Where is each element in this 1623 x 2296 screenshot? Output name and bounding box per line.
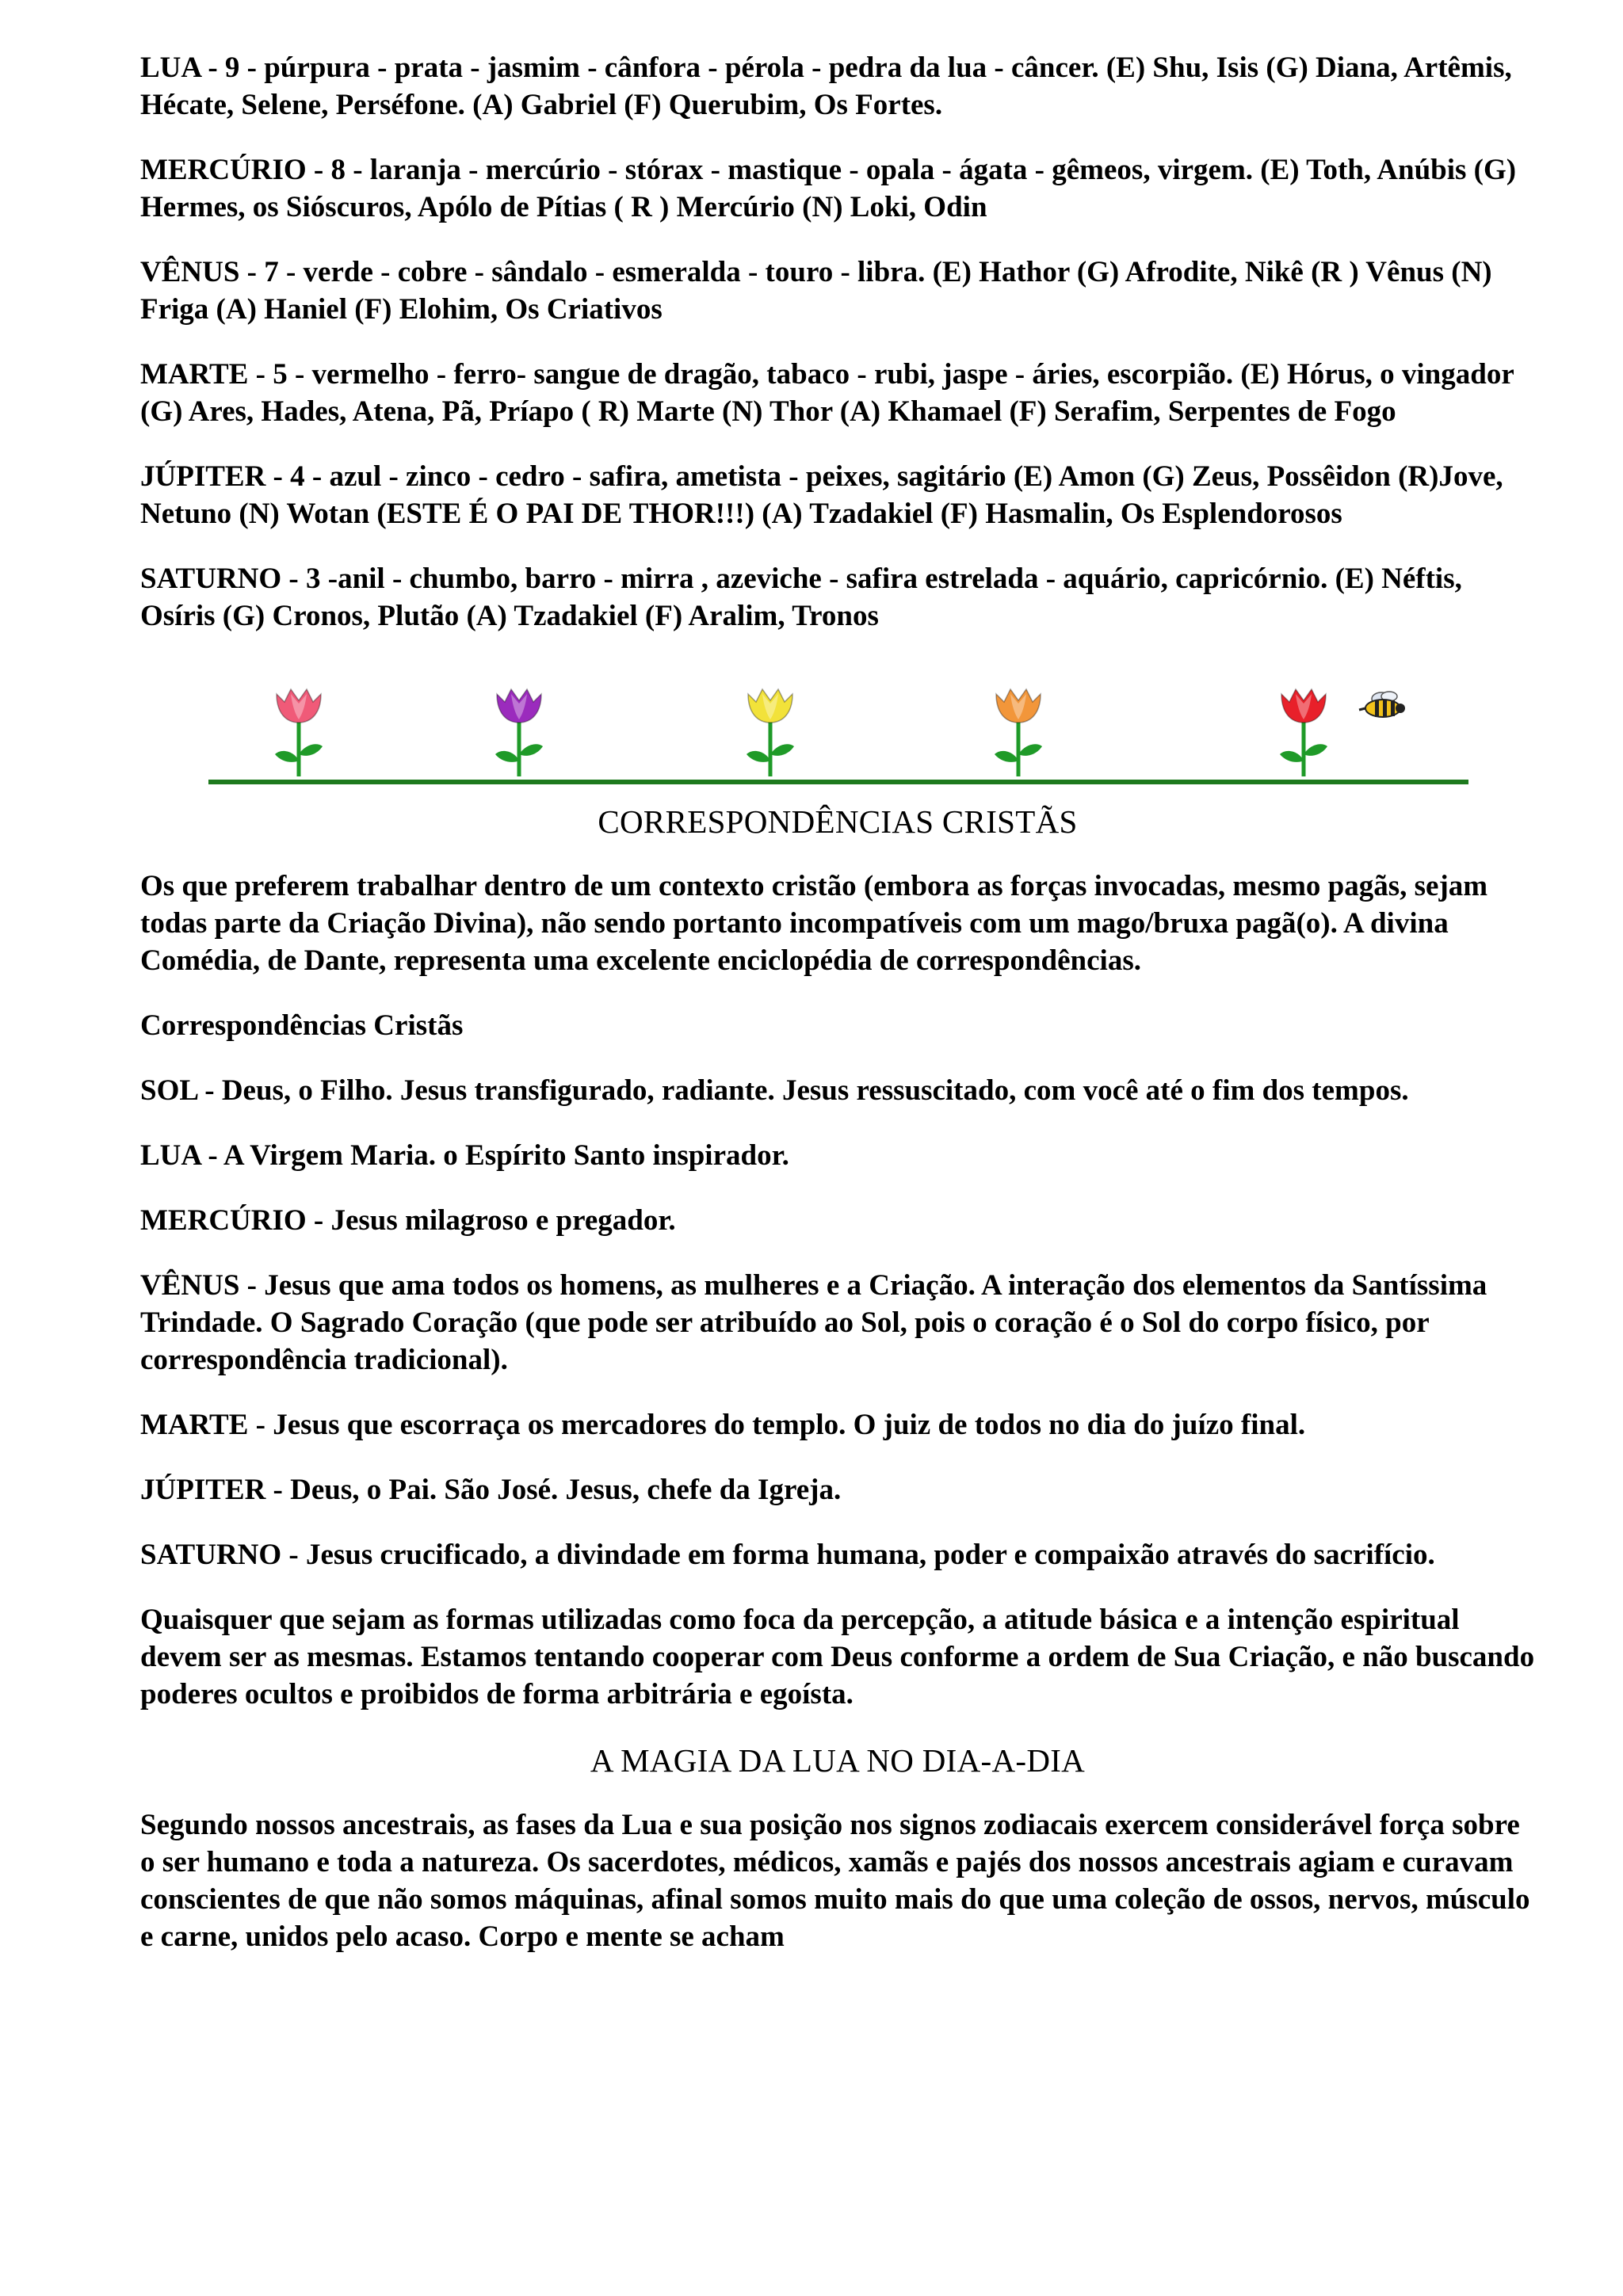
christian-item-venus: VÊNUS - Jesus que ama todos os homens, as mulheres e a Criação. A interação dos elementos da Santíssima Trindade. O Sagrado Coração (que pode ser atribuído ao Sol, pois o coração é o Sol do corpo físico, por correspondência tradicional).: [140, 1269, 1487, 1376]
planet-entry-venus: VÊNUS - 7 - verde - cobre - sândalo - esmeralda - touro - libra. (E) Hathor (G) Afrodite, Nikê (R ) Vênus (N) Friga (A) Haniel (F) Elohim, Os Criativos: [140, 256, 1492, 326]
planet-entry-saturno: SATURNO - 3 -anil - chumbo, barro - mirra , azeviche - safira estrelada - aquário, capricórnio. (E) Néftis, Osíris (G) Cronos, Plutão (A) Tzadakiel (F) Aralim, Tronos: [140, 563, 1462, 632]
tulip-icon: [747, 689, 794, 776]
moon-magic-text: Segundo nossos ancestrais, as fases da Lua e sua posição nos signos zodiacais exercem considerável força sobre o ser humano e toda a natureza. Os sacerdotes, médicos, xamãs e pajés dos nossos ancestrais agiam e curavam conscientes de que não somos máquinas, afinal somos muito mais do que uma coleção de ossos, nervos, músculo e carne, unidos pelo acaso. Corpo e mente se acham: [140, 1809, 1530, 1953]
planet-entry-mercurio: MERCÚRIO - 8 - laranja - mercúrio - stórax - mastique - opala - ágata - gêmeos, virgem. (E) Toth, Anúbis (G) Hermes, os Sióscuros, Apólo de Pítias ( R ) Mercúrio (N) Loki, Odin: [140, 154, 1517, 223]
document-page: [140, 49, 1535, 1983]
ground-line: [208, 780, 1468, 784]
flower-divider-graphic: [140, 661, 1535, 789]
christian-item-marte: MARTE - Jesus que escorraça os mercadores do templo. O juiz de todos no dia do juízo final.: [140, 1409, 1306, 1441]
planet-entry-marte: MARTE - 5 - vermelho - ferro- sangue de dragão, tabaco - rubi, jaspe - áries, escorpião. (E) Hórus, o vingador (G) Ares, Hades, Atena, Pã, Príapo ( R) Marte (N) Thor (A) Khamael (F) Serafim, Serpentes de Fogo: [140, 358, 1514, 428]
christian-item-lua: LUA - A Virgem Maria. o Espírito Santo inspirador.: [140, 1139, 789, 1172]
planet-entry-lua: LUA - 9 - púrpura - prata - jasmim - cânfora - pérola - pedra da lua - câncer. (E) Shu, Isis (G) Diana, Artêmis, Hécate, Selene, Perséfone. (A) Gabriel (F) Querubim, Os Fortes.: [140, 51, 1512, 121]
tulip-icon: [1280, 689, 1327, 776]
planet-entry-jupiter: JÚPITER - 4 - azul - zinco - cedro - safira, ametista - peixes, sagitário (E) Amon (G) Zeus, Possêidon (R)Jove, Netuno (N) Wotan (ESTE É O PAI DE THOR!!!) (A) Tzadakiel (F) Hasmalin, Os Esplendorosos: [140, 460, 1503, 530]
christian-subtitle: Correspondências Cristãs: [140, 1009, 464, 1042]
tulip-icon: [275, 689, 323, 776]
bee-icon: [1359, 692, 1405, 717]
christian-item-saturno: SATURNO - Jesus crucificado, a divindade em forma humana, poder e compaixão através do sacrifício.: [140, 1539, 1435, 1571]
tulip-icon: [995, 689, 1042, 776]
section-heading-christian: CORRESPONDÊNCIAS CRISTÃS: [598, 803, 1078, 840]
christian-intro: Os que preferem trabalhar dentro de um contexto cristão (embora as forças invocadas, mesmo pagãs, sejam todas parte da Criação Divina), não sendo portanto incompatíveis com um mago/bruxa pagã(o). A divina Comédia, de Dante, representa uma excelente enciclopédia de correspondências.: [140, 870, 1488, 977]
section-heading-moon-magic: A MAGIA DA LUA NO DIA-A-DIA: [590, 1742, 1086, 1779]
christian-item-sol: SOL - Deus, o Filho. Jesus transfigurado, radiante. Jesus ressuscitado, com você até o fim dos tempos.: [140, 1074, 1409, 1107]
christian-closing: Quaisquer que sejam as formas utilizadas como foca da percepção, a atitude básica e a intenção espiritual devem ser as mesmas. Estamos tentando cooperar com Deus conforme a ordem de Sua Criação, e não buscando poderes ocultos e proibidos de forma arbitrária e egoísta.: [140, 1604, 1535, 1711]
tulip-icon: [495, 689, 543, 776]
flower-divider: [140, 661, 1535, 789]
christian-item-mercurio: MERCÚRIO - Jesus milagroso e pregador.: [140, 1204, 676, 1237]
christian-item-jupiter: JÚPITER - Deus, o Pai. São José. Jesus, chefe da Igreja.: [140, 1474, 842, 1506]
planet-correspondences: [140, 49, 1535, 635]
